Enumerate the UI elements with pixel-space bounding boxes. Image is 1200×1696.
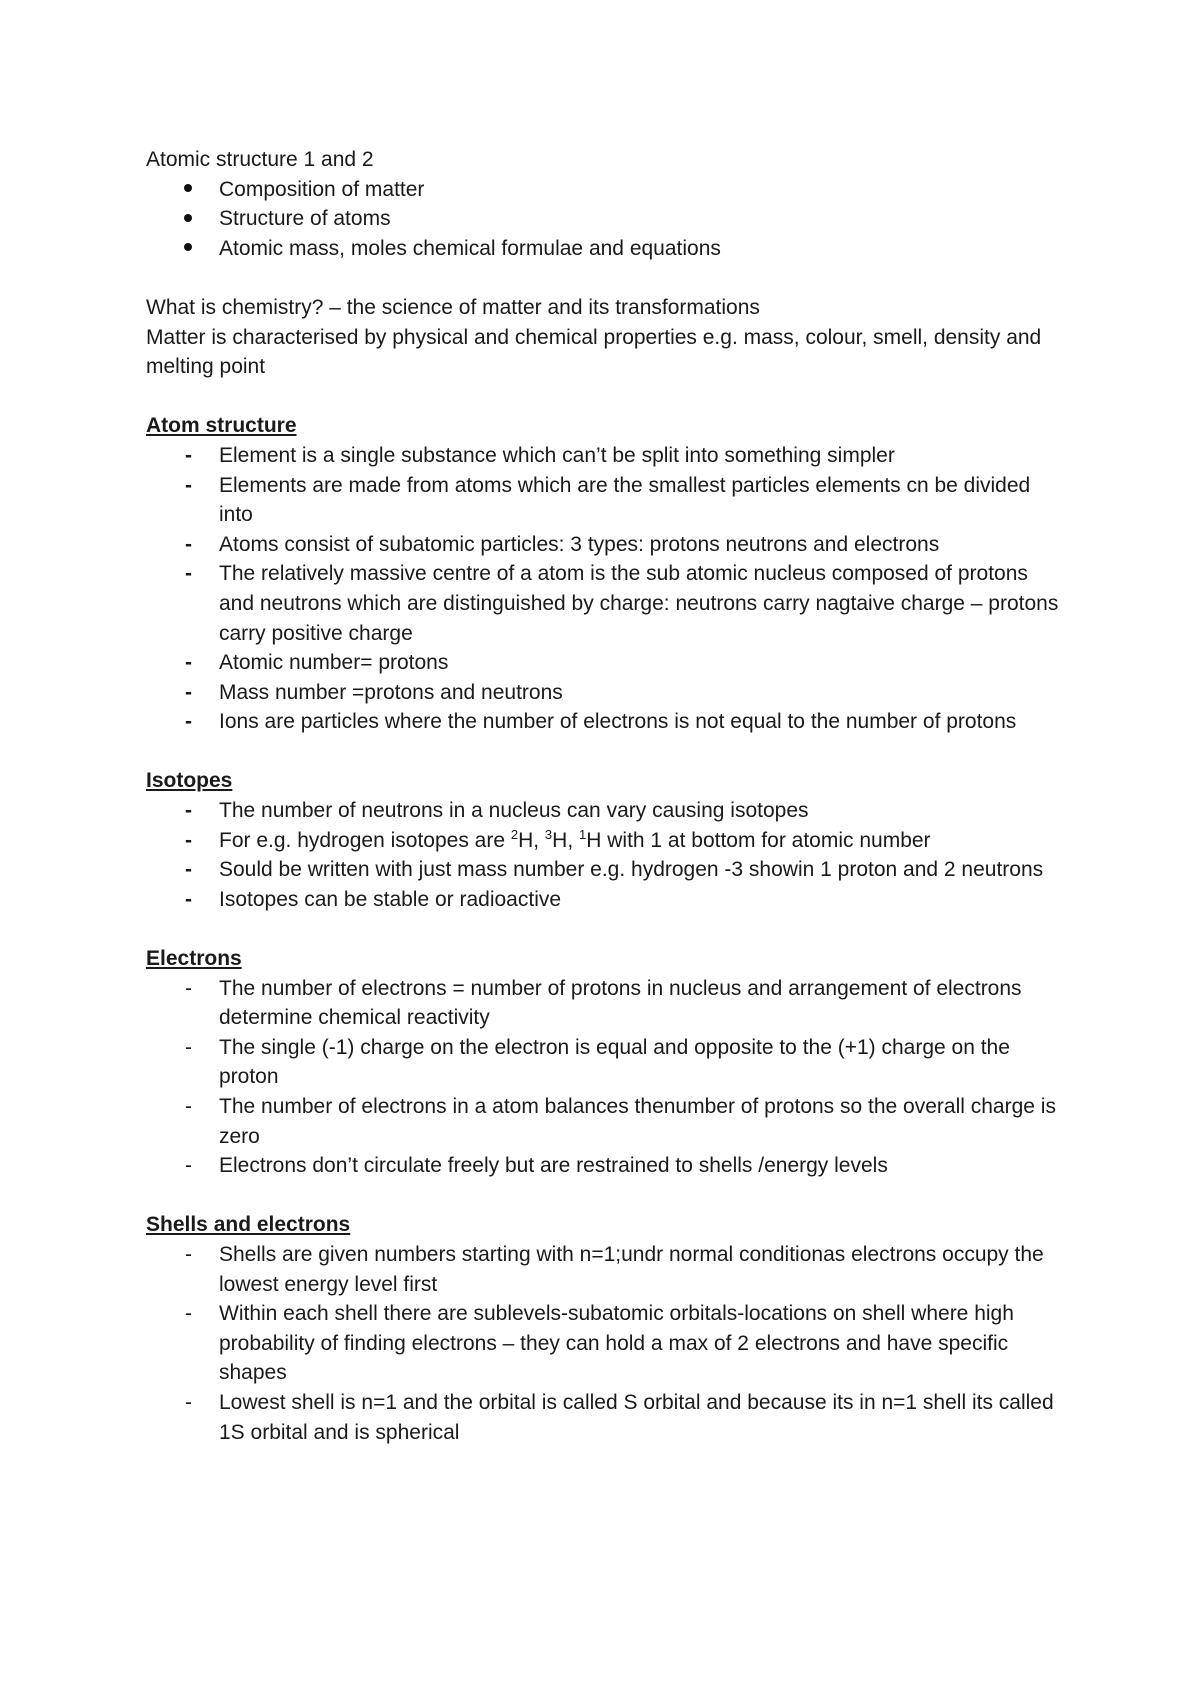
- dash-marker: -: [185, 799, 192, 823]
- list-item: - Ions are particles where the number of electrons is not equal to the number of protons: [146, 707, 1066, 737]
- dash-marker: -: [185, 651, 192, 675]
- dash-marker: -: [185, 1154, 192, 1178]
- bullet-icon: [184, 204, 192, 234]
- spacer: [146, 263, 1066, 293]
- intro-question: What is chemistry? – the science of matter and its transformations: [146, 295, 760, 319]
- bullet-icon: [184, 234, 192, 264]
- mass-number-superscript: 2: [510, 826, 519, 842]
- mass-number-superscript: 1: [579, 826, 587, 842]
- list-item: - The relatively massive centre of a atom is the sub atomic nucleus composed of protons and neutrons which are distinguished by charge: neutrons carry nagtaive charge – protons carry positive charge: [146, 559, 1066, 648]
- dash-marker: -: [185, 976, 192, 1000]
- list-item: - Element is a single substance which can’t be split into something simpler: [146, 441, 1066, 471]
- dash-marker: -: [185, 1302, 192, 1326]
- dash-marker: -: [185, 532, 192, 556]
- dash-marker: -: [185, 443, 192, 467]
- list-item: - Elements are made from atoms which are the smallest particles elements cn be divided into: [146, 471, 1066, 530]
- list-item: - The number of neutrons in a nucleus can vary causing isotopes: [146, 796, 1066, 826]
- dash-marker: -: [185, 710, 192, 734]
- dash-marker: -: [185, 1390, 192, 1414]
- list-item: - The number of electrons in a atom balances thenumber of protons so the overall charge is zero: [146, 1092, 1066, 1151]
- dash-marker: -: [185, 887, 192, 911]
- dash-marker: -: [185, 680, 192, 704]
- atom-structure-list: [146, 441, 1066, 737]
- isotopes-list: [146, 796, 1066, 914]
- section-heading-isotopes: Isotopes: [146, 769, 233, 793]
- list-item: - Within each shell there are sublevels-subatomic orbitals-locations on shell where high probability of finding electrons – they can hold a max of 2 electrons and have specific shapes: [146, 1299, 1066, 1388]
- document-page: [146, 145, 1066, 1447]
- dash-marker: -: [185, 1242, 192, 1266]
- section-heading-atom-structure: Atom structure: [146, 414, 297, 438]
- list-item: - Mass number =protons and neutrons: [146, 678, 1066, 708]
- list-item: - The single (-1) charge on the electron is equal and opposite to the (+1) charge on the proton: [146, 1033, 1066, 1092]
- shells-list: [146, 1240, 1066, 1447]
- list-item: - Isotopes can be stable or radioactive: [146, 885, 1066, 915]
- list-item: Atomic mass, moles chemical formulae and equations: [146, 234, 1066, 264]
- spacer: [146, 737, 1066, 767]
- document-title: Atomic structure 1 and 2: [146, 148, 374, 171]
- intro-bullet-list: [146, 175, 1066, 264]
- dash-marker: -: [185, 828, 192, 852]
- list-item: - Atomic number= protons: [146, 648, 1066, 678]
- intro-matter: Matter is characterised by physical and chemical properties e.g. mass, colour, smell, density and melting point: [146, 325, 1042, 379]
- spacer: [146, 382, 1066, 412]
- list-item: - Shells are given numbers starting with n=1;undr normal conditionas electrons occupy the lowest energy level first: [146, 1240, 1066, 1299]
- dash-marker: -: [185, 562, 192, 586]
- list-item: - Electrons don’t circulate freely but are restrained to shells /energy levels: [146, 1151, 1066, 1181]
- list-item: - Sould be written with just mass number e.g. hydrogen -3 showin 1 proton and 2 neutrons: [146, 855, 1066, 885]
- spacer: [146, 914, 1066, 944]
- list-item: Composition of matter: [146, 175, 1066, 205]
- list-item: - The number of electrons = number of protons in nucleus and arrangement of electrons determine chemical reactivity: [146, 974, 1066, 1033]
- mass-number-superscript: 3: [544, 826, 553, 842]
- section-heading-electrons: Electrons: [146, 947, 242, 971]
- bullet-icon: [184, 175, 192, 205]
- list-item: Structure of atoms: [146, 204, 1066, 234]
- dash-marker: -: [185, 858, 192, 882]
- electrons-list: [146, 974, 1066, 1181]
- spacer: [146, 1181, 1066, 1211]
- dash-marker: -: [185, 473, 192, 497]
- list-item: - For e.g. hydrogen isotopes are $^2$H, $^3$H, $^1$H with 1 at bottom for atomic number: [146, 826, 1066, 856]
- list-item: - Atoms consist of subatomic particles: 3 types: protons neutrons and electrons: [146, 530, 1066, 560]
- section-heading-shells: Shells and electrons: [146, 1213, 351, 1237]
- dash-marker: -: [185, 1035, 192, 1059]
- list-item: - Lowest shell is n=1 and the orbital is called S orbital and because its in n=1 shell its called 1S orbital and is spherical: [146, 1388, 1066, 1447]
- dash-marker: -: [185, 1095, 192, 1118]
